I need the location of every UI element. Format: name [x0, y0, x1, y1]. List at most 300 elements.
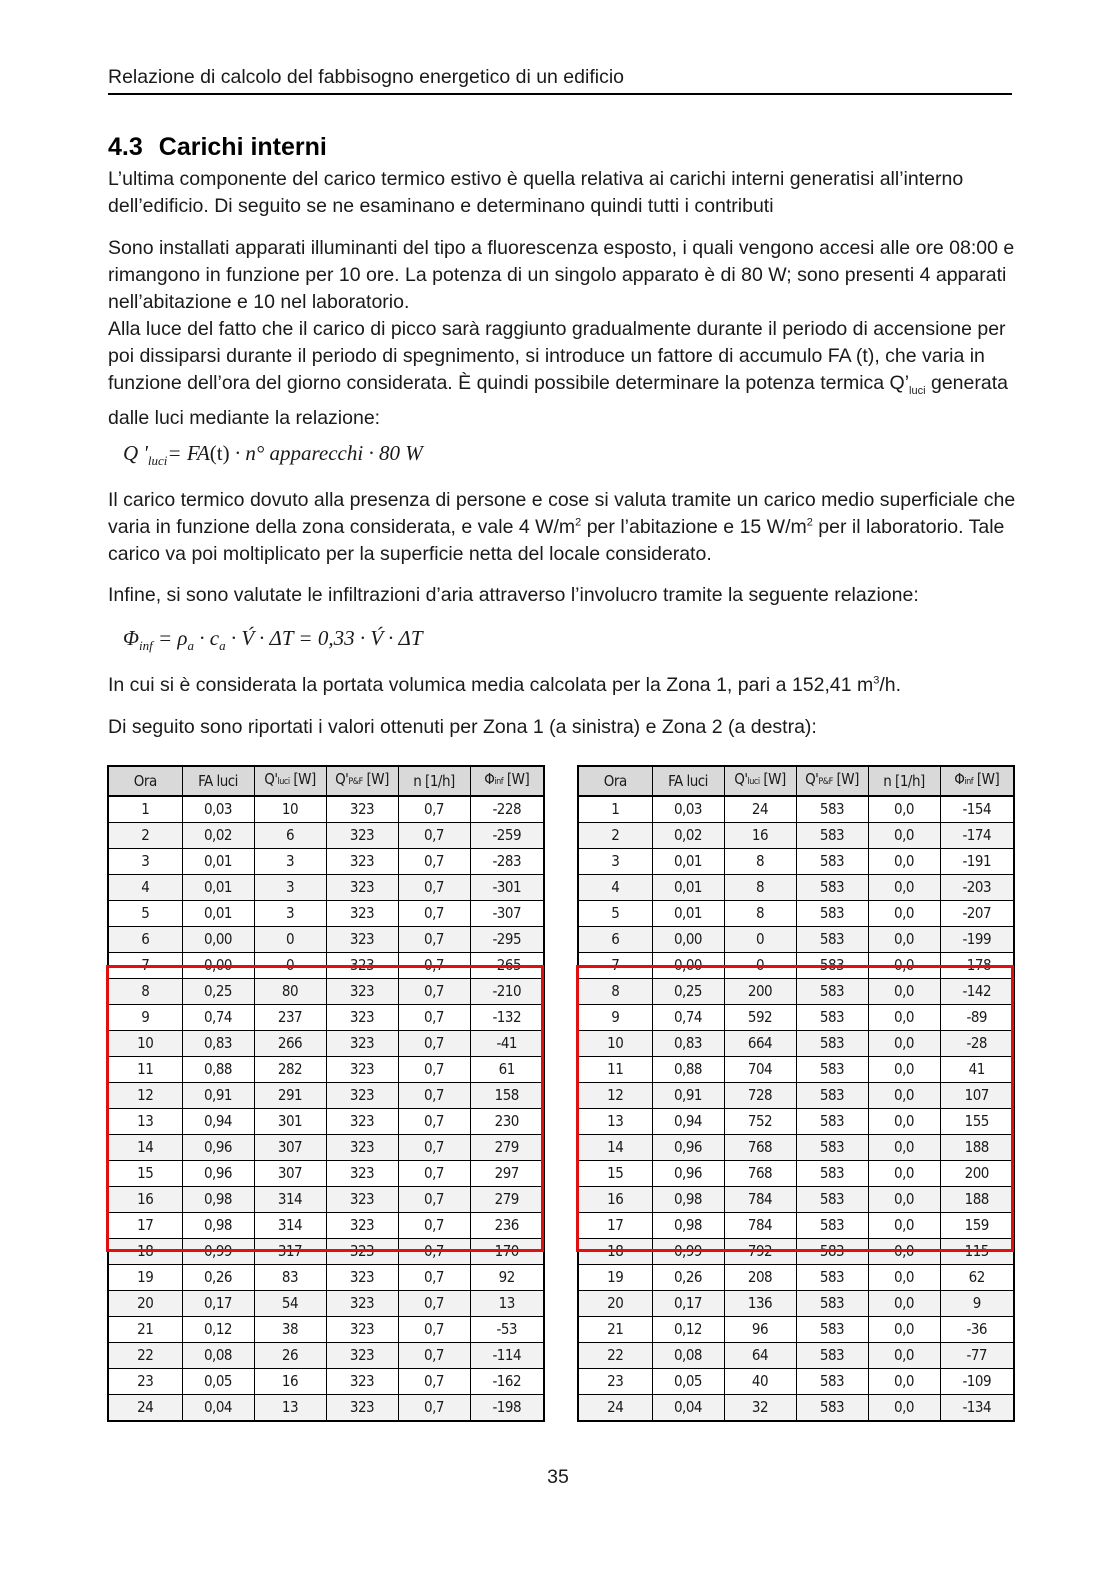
cell-fa-luci: 0,17	[182, 1291, 254, 1317]
cell-q-luci: 768	[724, 1135, 796, 1161]
cell-q-pf: 323	[326, 1265, 398, 1291]
table-row	[578, 1395, 1014, 1422]
cell-n: 0,7	[398, 1395, 470, 1422]
cell-q-pf: 323	[326, 1005, 398, 1031]
cell-n: 0,7	[398, 979, 470, 1005]
paragraph-accumulation-factor: Alla luce del fatto che il carico di picco sarà raggiunto gradualmente durante il periodo di accensione per poi dissiparsi durante il periodo di spegnimento, si introduce un fattore di accumulo FA (t), che varia in funzione dell’ora del giorno considerata. È quindi possibile determinare la potenza termica $Q’_{luci}$ generata dalle luci mediante la relazione:	[108, 318, 1008, 429]
cell-fa-luci: 0,98	[652, 1213, 724, 1239]
cell-q-luci: 307	[254, 1161, 326, 1187]
cell-n: 0,0	[868, 1187, 940, 1213]
cell-n: 0,0	[868, 1343, 940, 1369]
cell-q-luci: 96	[724, 1317, 796, 1343]
cell-ora: 9	[108, 1005, 182, 1031]
cell-ora: 1	[108, 796, 182, 823]
cell-n: 0,7	[398, 823, 470, 849]
cell-n: 0,0	[868, 1031, 940, 1057]
table-row	[578, 1265, 1014, 1291]
cell-phi-inf: -53	[470, 1317, 544, 1343]
cell-phi-inf: -41	[470, 1031, 544, 1057]
cell-q-pf: 323	[326, 1161, 398, 1187]
cell-q-luci: 6	[254, 823, 326, 849]
cell-phi-inf: -178	[940, 953, 1014, 979]
cell-fa-luci: 0,01	[652, 849, 724, 875]
cell-q-luci: 83	[254, 1265, 326, 1291]
cell-q-pf: 323	[326, 1213, 398, 1239]
cell-q-pf: 323	[326, 979, 398, 1005]
cell-phi-inf: 159	[940, 1213, 1014, 1239]
cell-q-pf: 583	[796, 875, 868, 901]
cell-phi-inf: -134	[940, 1395, 1014, 1422]
table-row	[578, 1291, 1014, 1317]
cell-q-luci: 10	[254, 796, 326, 823]
cell-q-luci: 307	[254, 1135, 326, 1161]
paragraph-lighting: Sono installati apparati illuminanti del tipo a fluorescenza esposto, i quali vengono accesi alle ore 08:00 e rimangono in funzione per 10 ore. La potenza di un singolo apparato è di 80 W; sono presenti 4 apparati nell’abitazione e 10 nel laboratorio.	[108, 237, 1015, 313]
cell-q-luci: 54	[254, 1291, 326, 1317]
cell-ora: 4	[108, 875, 182, 901]
cell-fa-luci: 0,74	[182, 1005, 254, 1031]
cell-ora: 16	[578, 1187, 652, 1213]
cell-phi-inf: 9	[940, 1291, 1014, 1317]
cell-q-pf: 323	[326, 1109, 398, 1135]
cell-q-luci: 266	[254, 1031, 326, 1057]
cell-ora: 14	[578, 1135, 652, 1161]
cell-phi-inf: -295	[470, 927, 544, 953]
paragraph-people-load: Il carico termico dovuto alla presenza di persone e cose si valuta tramite un carico medio superficiale che varia in funzione della zona considerata, e vale 4 $W/m^2$ per l’abitazione e 15 $W/m^2$ per il laboratorio. Tale carico va poi moltiplicato per la superficie netta del locale considerato.	[108, 489, 1016, 565]
col-fa-luci: FA luci	[652, 766, 724, 796]
cell-q-pf: 323	[326, 1291, 398, 1317]
cell-q-luci: 768	[724, 1161, 796, 1187]
cell-n: 0,7	[398, 953, 470, 979]
cell-n: 0,7	[398, 796, 470, 823]
cell-ora: 21	[578, 1317, 652, 1343]
cell-fa-luci: 0,98	[652, 1187, 724, 1213]
cell-q-luci: 0	[254, 927, 326, 953]
col-q-pf: Q'P&F [W]	[326, 766, 398, 796]
cell-n: 0,7	[398, 1083, 470, 1109]
cell-phi-inf: -154	[940, 796, 1014, 823]
cell-q-luci: 3	[254, 849, 326, 875]
cell-q-luci: 26	[254, 1343, 326, 1369]
paragraph-flow-rate: In cui si è considerata la portata volumica media calcolata per la Zona 1, pari a 152,41 $m^3/h$.	[108, 674, 902, 696]
cell-phi-inf: -203	[940, 875, 1014, 901]
cell-q-pf: 323	[326, 1395, 398, 1422]
cell-ora: 24	[578, 1395, 652, 1422]
table-row	[578, 1343, 1014, 1369]
cell-q-pf: 583	[796, 1343, 868, 1369]
cell-ora: 16	[108, 1187, 182, 1213]
cell-phi-inf: 230	[470, 1109, 544, 1135]
cell-n: 0,7	[398, 1239, 470, 1265]
highlight-box-zona-2	[576, 965, 1014, 1252]
cell-q-luci: 0	[724, 927, 796, 953]
cell-fa-luci: 0,99	[182, 1239, 254, 1265]
cell-q-luci: 314	[254, 1213, 326, 1239]
formula-lighting-load: Q '$_{luci}= FA(t) \cdot n^\circ$ apparecchi · 80 W	[123, 441, 423, 469]
running-header: Relazione di calcolo del fabbisogno energetico di un edificio	[108, 66, 1012, 95]
cell-phi-inf: 200	[940, 1161, 1014, 1187]
cell-q-luci: 3	[254, 901, 326, 927]
cell-q-pf: 323	[326, 901, 398, 927]
cell-ora: 18	[578, 1239, 652, 1265]
cell-ora: 20	[578, 1291, 652, 1317]
cell-q-pf: 323	[326, 1369, 398, 1395]
cell-n: 0,0	[868, 927, 940, 953]
cell-q-luci: 8	[724, 849, 796, 875]
cell-ora: 9	[578, 1005, 652, 1031]
cell-phi-inf: 188	[940, 1135, 1014, 1161]
cell-q-luci: 728	[724, 1083, 796, 1109]
cell-ora: 5	[578, 901, 652, 927]
cell-q-luci: 24	[724, 796, 796, 823]
cell-q-luci: 38	[254, 1317, 326, 1343]
cell-n: 0,0	[868, 796, 940, 823]
cell-phi-inf: 279	[470, 1187, 544, 1213]
cell-n: 0,0	[868, 979, 940, 1005]
cell-phi-inf: 279	[470, 1135, 544, 1161]
cell-phi-inf: 107	[940, 1083, 1014, 1109]
cell-phi-inf: -174	[940, 823, 1014, 849]
cell-fa-luci: 0,02	[652, 823, 724, 849]
cell-fa-luci: 0,83	[182, 1031, 254, 1057]
cell-fa-luci: 0,00	[652, 927, 724, 953]
cell-phi-inf: -301	[470, 875, 544, 901]
cell-q-pf: 323	[326, 1187, 398, 1213]
cell-n: 0,0	[868, 1369, 940, 1395]
table-row	[108, 1395, 544, 1422]
cell-n: 0,7	[398, 1057, 470, 1083]
cell-n: 0,7	[398, 849, 470, 875]
cell-q-pf: 583	[796, 1005, 868, 1031]
cell-phi-inf: -198	[470, 1395, 544, 1422]
cell-q-pf: 583	[796, 901, 868, 927]
table-header-row	[108, 766, 544, 796]
cell-fa-luci: 0,03	[652, 796, 724, 823]
cell-fa-luci: 0,02	[182, 823, 254, 849]
cell-n: 0,0	[868, 849, 940, 875]
cell-q-pf: 583	[796, 1369, 868, 1395]
cell-phi-inf: 170	[470, 1239, 544, 1265]
cell-ora: 11	[578, 1057, 652, 1083]
cell-phi-inf: -228	[470, 796, 544, 823]
cell-fa-luci: 0,08	[652, 1343, 724, 1369]
cell-q-luci: 301	[254, 1109, 326, 1135]
cell-q-pf: 583	[796, 1057, 868, 1083]
cell-q-luci: 317	[254, 1239, 326, 1265]
cell-q-pf: 583	[796, 823, 868, 849]
cell-ora: 12	[578, 1083, 652, 1109]
cell-ora: 13	[108, 1109, 182, 1135]
cell-n: 0,7	[398, 901, 470, 927]
cell-phi-inf: -210	[470, 979, 544, 1005]
table-row	[108, 1317, 544, 1343]
table-row	[578, 849, 1014, 875]
cell-ora: 10	[578, 1031, 652, 1057]
cell-phi-inf: -207	[940, 901, 1014, 927]
cell-n: 0,0	[868, 1005, 940, 1031]
cell-q-luci: 237	[254, 1005, 326, 1031]
cell-fa-luci: 0,01	[182, 901, 254, 927]
cell-fa-luci: 0,96	[652, 1135, 724, 1161]
cell-q-pf: 323	[326, 1031, 398, 1057]
cell-phi-inf: -109	[940, 1369, 1014, 1395]
cell-fa-luci: 0,01	[182, 849, 254, 875]
cell-ora: 13	[578, 1109, 652, 1135]
cell-n: 0,0	[868, 1057, 940, 1083]
col-n: n [1/h]	[868, 766, 940, 796]
cell-q-pf: 583	[796, 1395, 868, 1422]
cell-ora: 24	[108, 1395, 182, 1422]
cell-q-pf: 583	[796, 1265, 868, 1291]
cell-q-luci: 200	[724, 979, 796, 1005]
col-phi-inf: Φinf [W]	[940, 766, 1014, 796]
cell-fa-luci: 0,01	[652, 901, 724, 927]
cell-phi-inf: 236	[470, 1213, 544, 1239]
cell-n: 0,0	[868, 901, 940, 927]
cell-q-luci: 32	[724, 1395, 796, 1422]
cell-fa-luci: 0,01	[182, 875, 254, 901]
cell-n: 0,0	[868, 1135, 940, 1161]
cell-phi-inf: 155	[940, 1109, 1014, 1135]
cell-fa-luci: 0,00	[652, 953, 724, 979]
cell-ora: 12	[108, 1083, 182, 1109]
cell-q-luci: 314	[254, 1187, 326, 1213]
col-ora: Ora	[108, 766, 182, 796]
cell-ora: 15	[578, 1161, 652, 1187]
cell-q-pf: 583	[796, 979, 868, 1005]
cell-q-luci: 592	[724, 1005, 796, 1031]
cell-q-luci: 208	[724, 1265, 796, 1291]
cell-ora: 15	[108, 1161, 182, 1187]
table-row	[108, 1343, 544, 1369]
cell-fa-luci: 0,04	[182, 1395, 254, 1422]
cell-q-pf: 583	[796, 1187, 868, 1213]
cell-phi-inf: -283	[470, 849, 544, 875]
page-number: 35	[547, 1466, 569, 1488]
cell-n: 0,7	[398, 1317, 470, 1343]
cell-ora: 21	[108, 1317, 182, 1343]
cell-ora: 5	[108, 901, 182, 927]
table-row	[108, 927, 544, 953]
cell-n: 0,7	[398, 927, 470, 953]
cell-phi-inf: 297	[470, 1161, 544, 1187]
table-row	[108, 849, 544, 875]
cell-fa-luci: 0,96	[182, 1161, 254, 1187]
cell-n: 0,0	[868, 1317, 940, 1343]
cell-q-pf: 323	[326, 953, 398, 979]
table-row	[108, 823, 544, 849]
cell-fa-luci: 0,08	[182, 1343, 254, 1369]
cell-n: 0,7	[398, 1005, 470, 1031]
cell-q-pf: 583	[796, 1083, 868, 1109]
cell-ora: 19	[108, 1265, 182, 1291]
col-phi-inf: Φinf [W]	[470, 766, 544, 796]
cell-q-luci: 0	[254, 953, 326, 979]
cell-phi-inf: 158	[470, 1083, 544, 1109]
cell-ora: 23	[578, 1369, 652, 1395]
cell-q-luci: 8	[724, 875, 796, 901]
cell-q-pf: 323	[326, 927, 398, 953]
cell-ora: 10	[108, 1031, 182, 1057]
table-row	[578, 823, 1014, 849]
cell-n: 0,7	[398, 1161, 470, 1187]
cell-q-pf: 323	[326, 823, 398, 849]
cell-q-pf: 323	[326, 1135, 398, 1161]
cell-phi-inf: -191	[940, 849, 1014, 875]
cell-n: 0,0	[868, 1291, 940, 1317]
cell-ora: 2	[108, 823, 182, 849]
cell-ora: 8	[108, 979, 182, 1005]
cell-ora: 1	[578, 796, 652, 823]
table-row	[108, 1369, 544, 1395]
cell-n: 0,7	[398, 1187, 470, 1213]
cell-q-luci: 784	[724, 1213, 796, 1239]
cell-q-luci: 40	[724, 1369, 796, 1395]
cell-ora: 7	[578, 953, 652, 979]
cell-q-pf: 323	[326, 796, 398, 823]
cell-q-pf: 583	[796, 927, 868, 953]
cell-fa-luci: 0,00	[182, 927, 254, 953]
cell-fa-luci: 0,74	[652, 1005, 724, 1031]
cell-phi-inf: 61	[470, 1057, 544, 1083]
cell-q-pf: 583	[796, 1109, 868, 1135]
cell-n: 0,0	[868, 875, 940, 901]
table-row	[108, 875, 544, 901]
col-ora: Ora	[578, 766, 652, 796]
cell-fa-luci: 0,01	[652, 875, 724, 901]
cell-q-pf: 583	[796, 849, 868, 875]
cell-q-luci: 752	[724, 1109, 796, 1135]
cell-n: 0,0	[868, 1109, 940, 1135]
cell-fa-luci: 0,98	[182, 1187, 254, 1213]
cell-ora: 6	[578, 927, 652, 953]
col-n: n [1/h]	[398, 766, 470, 796]
cell-n: 0,7	[398, 1031, 470, 1057]
cell-n: 0,7	[398, 1265, 470, 1291]
table-row	[108, 796, 544, 823]
cell-fa-luci: 0,12	[182, 1317, 254, 1343]
cell-q-pf: 323	[326, 849, 398, 875]
cell-fa-luci: 0,88	[652, 1057, 724, 1083]
cell-phi-inf: 62	[940, 1265, 1014, 1291]
cell-phi-inf: -28	[940, 1031, 1014, 1057]
cell-ora: 17	[108, 1213, 182, 1239]
cell-q-pf: 323	[326, 875, 398, 901]
cell-fa-luci: 0,96	[652, 1161, 724, 1187]
col-fa-luci: FA luci	[182, 766, 254, 796]
cell-fa-luci: 0,03	[182, 796, 254, 823]
cell-fa-luci: 0,99	[652, 1239, 724, 1265]
cell-phi-inf: -114	[470, 1343, 544, 1369]
cell-n: 0,7	[398, 1135, 470, 1161]
cell-ora: 8	[578, 979, 652, 1005]
cell-q-pf: 323	[326, 1057, 398, 1083]
cell-phi-inf: -199	[940, 927, 1014, 953]
cell-q-pf: 583	[796, 1291, 868, 1317]
cell-ora: 3	[578, 849, 652, 875]
cell-q-pf: 323	[326, 1239, 398, 1265]
cell-phi-inf: -162	[470, 1369, 544, 1395]
cell-n: 0,7	[398, 1109, 470, 1135]
cell-n: 0,0	[868, 1395, 940, 1422]
cell-fa-luci: 0,88	[182, 1057, 254, 1083]
table-row	[108, 1291, 544, 1317]
cell-n: 0,0	[868, 1213, 940, 1239]
cell-q-luci: 704	[724, 1057, 796, 1083]
cell-fa-luci: 0,17	[652, 1291, 724, 1317]
cell-ora: 7	[108, 953, 182, 979]
cell-q-luci: 282	[254, 1057, 326, 1083]
cell-phi-inf: -265	[470, 953, 544, 979]
cell-q-pf: 583	[796, 1135, 868, 1161]
cell-fa-luci: 0,26	[182, 1265, 254, 1291]
cell-q-pf: 583	[796, 1317, 868, 1343]
cell-n: 0,0	[868, 823, 940, 849]
col-q-pf: Q'P&F [W]	[796, 766, 868, 796]
table-row	[578, 901, 1014, 927]
cell-q-pf: 583	[796, 1239, 868, 1265]
cell-ora: 3	[108, 849, 182, 875]
cell-q-luci: 13	[254, 1395, 326, 1422]
table-row	[578, 796, 1014, 823]
cell-ora: 11	[108, 1057, 182, 1083]
cell-phi-inf: -307	[470, 901, 544, 927]
cell-phi-inf: 13	[470, 1291, 544, 1317]
cell-n: 0,7	[398, 1369, 470, 1395]
cell-fa-luci: 0,91	[182, 1083, 254, 1109]
cell-phi-inf: -142	[940, 979, 1014, 1005]
table-row	[578, 875, 1014, 901]
cell-ora: 17	[578, 1213, 652, 1239]
cell-ora: 20	[108, 1291, 182, 1317]
cell-q-luci: 3	[254, 875, 326, 901]
cell-n: 0,0	[868, 953, 940, 979]
cell-n: 0,0	[868, 1161, 940, 1187]
cell-n: 0,0	[868, 1265, 940, 1291]
table-row	[578, 927, 1014, 953]
cell-n: 0,7	[398, 1343, 470, 1369]
cell-fa-luci: 0,04	[652, 1395, 724, 1422]
cell-fa-luci: 0,25	[652, 979, 724, 1005]
section-title-text: Carichi interni	[158, 133, 327, 161]
formula-infiltration: $\Phi_{inf} = \rho_a \cdot c_a$ · V́ · ΔT = 0,33 · V́ · ΔT	[123, 626, 423, 654]
cell-q-pf: 583	[796, 796, 868, 823]
cell-fa-luci: 0,25	[182, 979, 254, 1005]
cell-ora: 19	[578, 1265, 652, 1291]
col-q-luci: Q'luci [W]	[724, 766, 796, 796]
cell-n: 0,7	[398, 875, 470, 901]
paragraph-intro: L’ultima componente del carico termico estivo è quella relativa ai carichi interni generatisi all’interno dell’edificio. Di seguito se ne esaminano e determinano quindi tutti i contributi	[108, 168, 964, 217]
cell-phi-inf: 115	[940, 1239, 1014, 1265]
cell-fa-luci: 0,96	[182, 1135, 254, 1161]
cell-phi-inf: -132	[470, 1005, 544, 1031]
cell-n: 0,0	[868, 1083, 940, 1109]
cell-phi-inf: -36	[940, 1317, 1014, 1343]
cell-fa-luci: 0,00	[182, 953, 254, 979]
cell-phi-inf: -77	[940, 1343, 1014, 1369]
cell-q-luci: 136	[724, 1291, 796, 1317]
cell-phi-inf: -259	[470, 823, 544, 849]
cell-ora: 4	[578, 875, 652, 901]
cell-q-luci: 64	[724, 1343, 796, 1369]
cell-q-luci: 784	[724, 1187, 796, 1213]
cell-ora: 2	[578, 823, 652, 849]
cell-n: 0,7	[398, 1291, 470, 1317]
cell-fa-luci: 0,91	[652, 1083, 724, 1109]
cell-q-pf: 583	[796, 1161, 868, 1187]
cell-phi-inf: -89	[940, 1005, 1014, 1031]
cell-q-luci: 664	[724, 1031, 796, 1057]
cell-q-pf: 323	[326, 1317, 398, 1343]
